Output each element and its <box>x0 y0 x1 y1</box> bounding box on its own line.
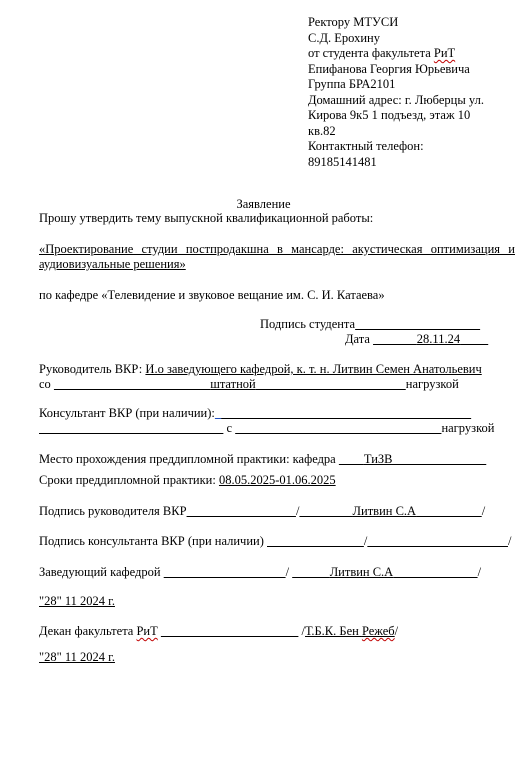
consultant-employment-line: с нагрузкой <box>226 421 495 435</box>
supervisor-name: И.о заведующего кафедрой, к. т. н. Литвин Семен Анатольевич <box>145 362 482 376</box>
header-line: Ректору МТУСИ <box>308 15 399 29</box>
student-signature-line: Подпись студента <box>260 317 356 331</box>
employment-type: штатной <box>210 377 256 391</box>
practice-dates-value: 08.05.2025-01.06.2025 <box>218 473 336 487</box>
dean-line: Декан факультета РиТ /Т.Б.К. Бен Режеб/ <box>39 624 399 638</box>
head-name: Литвин С.А <box>329 565 394 579</box>
practice-dates-line: Сроки преддипломной практики: 08.05.2025-01.06.2025 <box>39 473 336 487</box>
header-line: Епифанова Георгия Юрьевича <box>308 61 470 76</box>
header-line: 89185141481 <box>308 154 377 169</box>
supervisor-signature-name: Литвин С.А <box>352 504 417 518</box>
department-line: по кафедре «Телевидение и звуковое вещание им. С. И. Катаева» <box>39 288 385 302</box>
dean-faculty-abbr: РиТ <box>136 624 158 638</box>
faculty-abbr: РиТ <box>433 46 456 60</box>
practice-place-line: Место прохождения преддипломной практики: кафедра ТиЗВ <box>39 452 393 466</box>
header-line: кв.82 <box>308 123 336 138</box>
date-stamp: "28" 11 2024 г. <box>39 594 115 608</box>
document-title: Заявление <box>236 197 291 211</box>
practice-department: ТиЗВ <box>363 452 393 466</box>
header-line: Кирова 9к5 1 подъезд, этаж 10 <box>308 108 471 122</box>
supervisor-line: Руководитель ВКР: И.о заведующего кафедрой, к. т. н. Литвин Семен Анатольевич <box>39 362 482 376</box>
date-value: 28.11.24 <box>416 332 461 346</box>
request-text: Прошу утвердить тему выпускной квалификационной работы: <box>39 211 374 225</box>
consultant-line: Консультант ВКР (при наличии): <box>39 406 215 420</box>
supervisor-employment-line: со штатной нагрузкой <box>39 377 459 391</box>
header-line: Контактный телефон: <box>308 139 424 153</box>
supervisor-signature-line: Подпись руководителя ВКР / Литвин С.А / <box>39 504 486 518</box>
addressee-block <box>308 15 520 170</box>
header-line: С.Д. Ерохину <box>308 30 380 45</box>
header-line: Домашний адрес: г. Люберцы ул. <box>308 92 484 107</box>
date-stamp: "28" 11 2024 г. <box>39 650 115 664</box>
consultant-signature-line: Подпись консультанта ВКР (при наличии) / / <box>39 534 512 548</box>
header-line: от студента факультета РиТ <box>308 46 456 60</box>
header-line: Группа БРА2101 <box>308 77 396 91</box>
head-of-department-line: Заведующий кафедрой / Литвин С.А / <box>39 565 482 579</box>
thesis-topic: «Проектирование студии постпродакшна в мансарде: акустическая оптимизация и аудиовизуальные решения» <box>39 242 515 271</box>
dean-name-suffix: Режеб <box>361 624 395 638</box>
date-line: Дата 28.11.24 <box>345 332 461 346</box>
